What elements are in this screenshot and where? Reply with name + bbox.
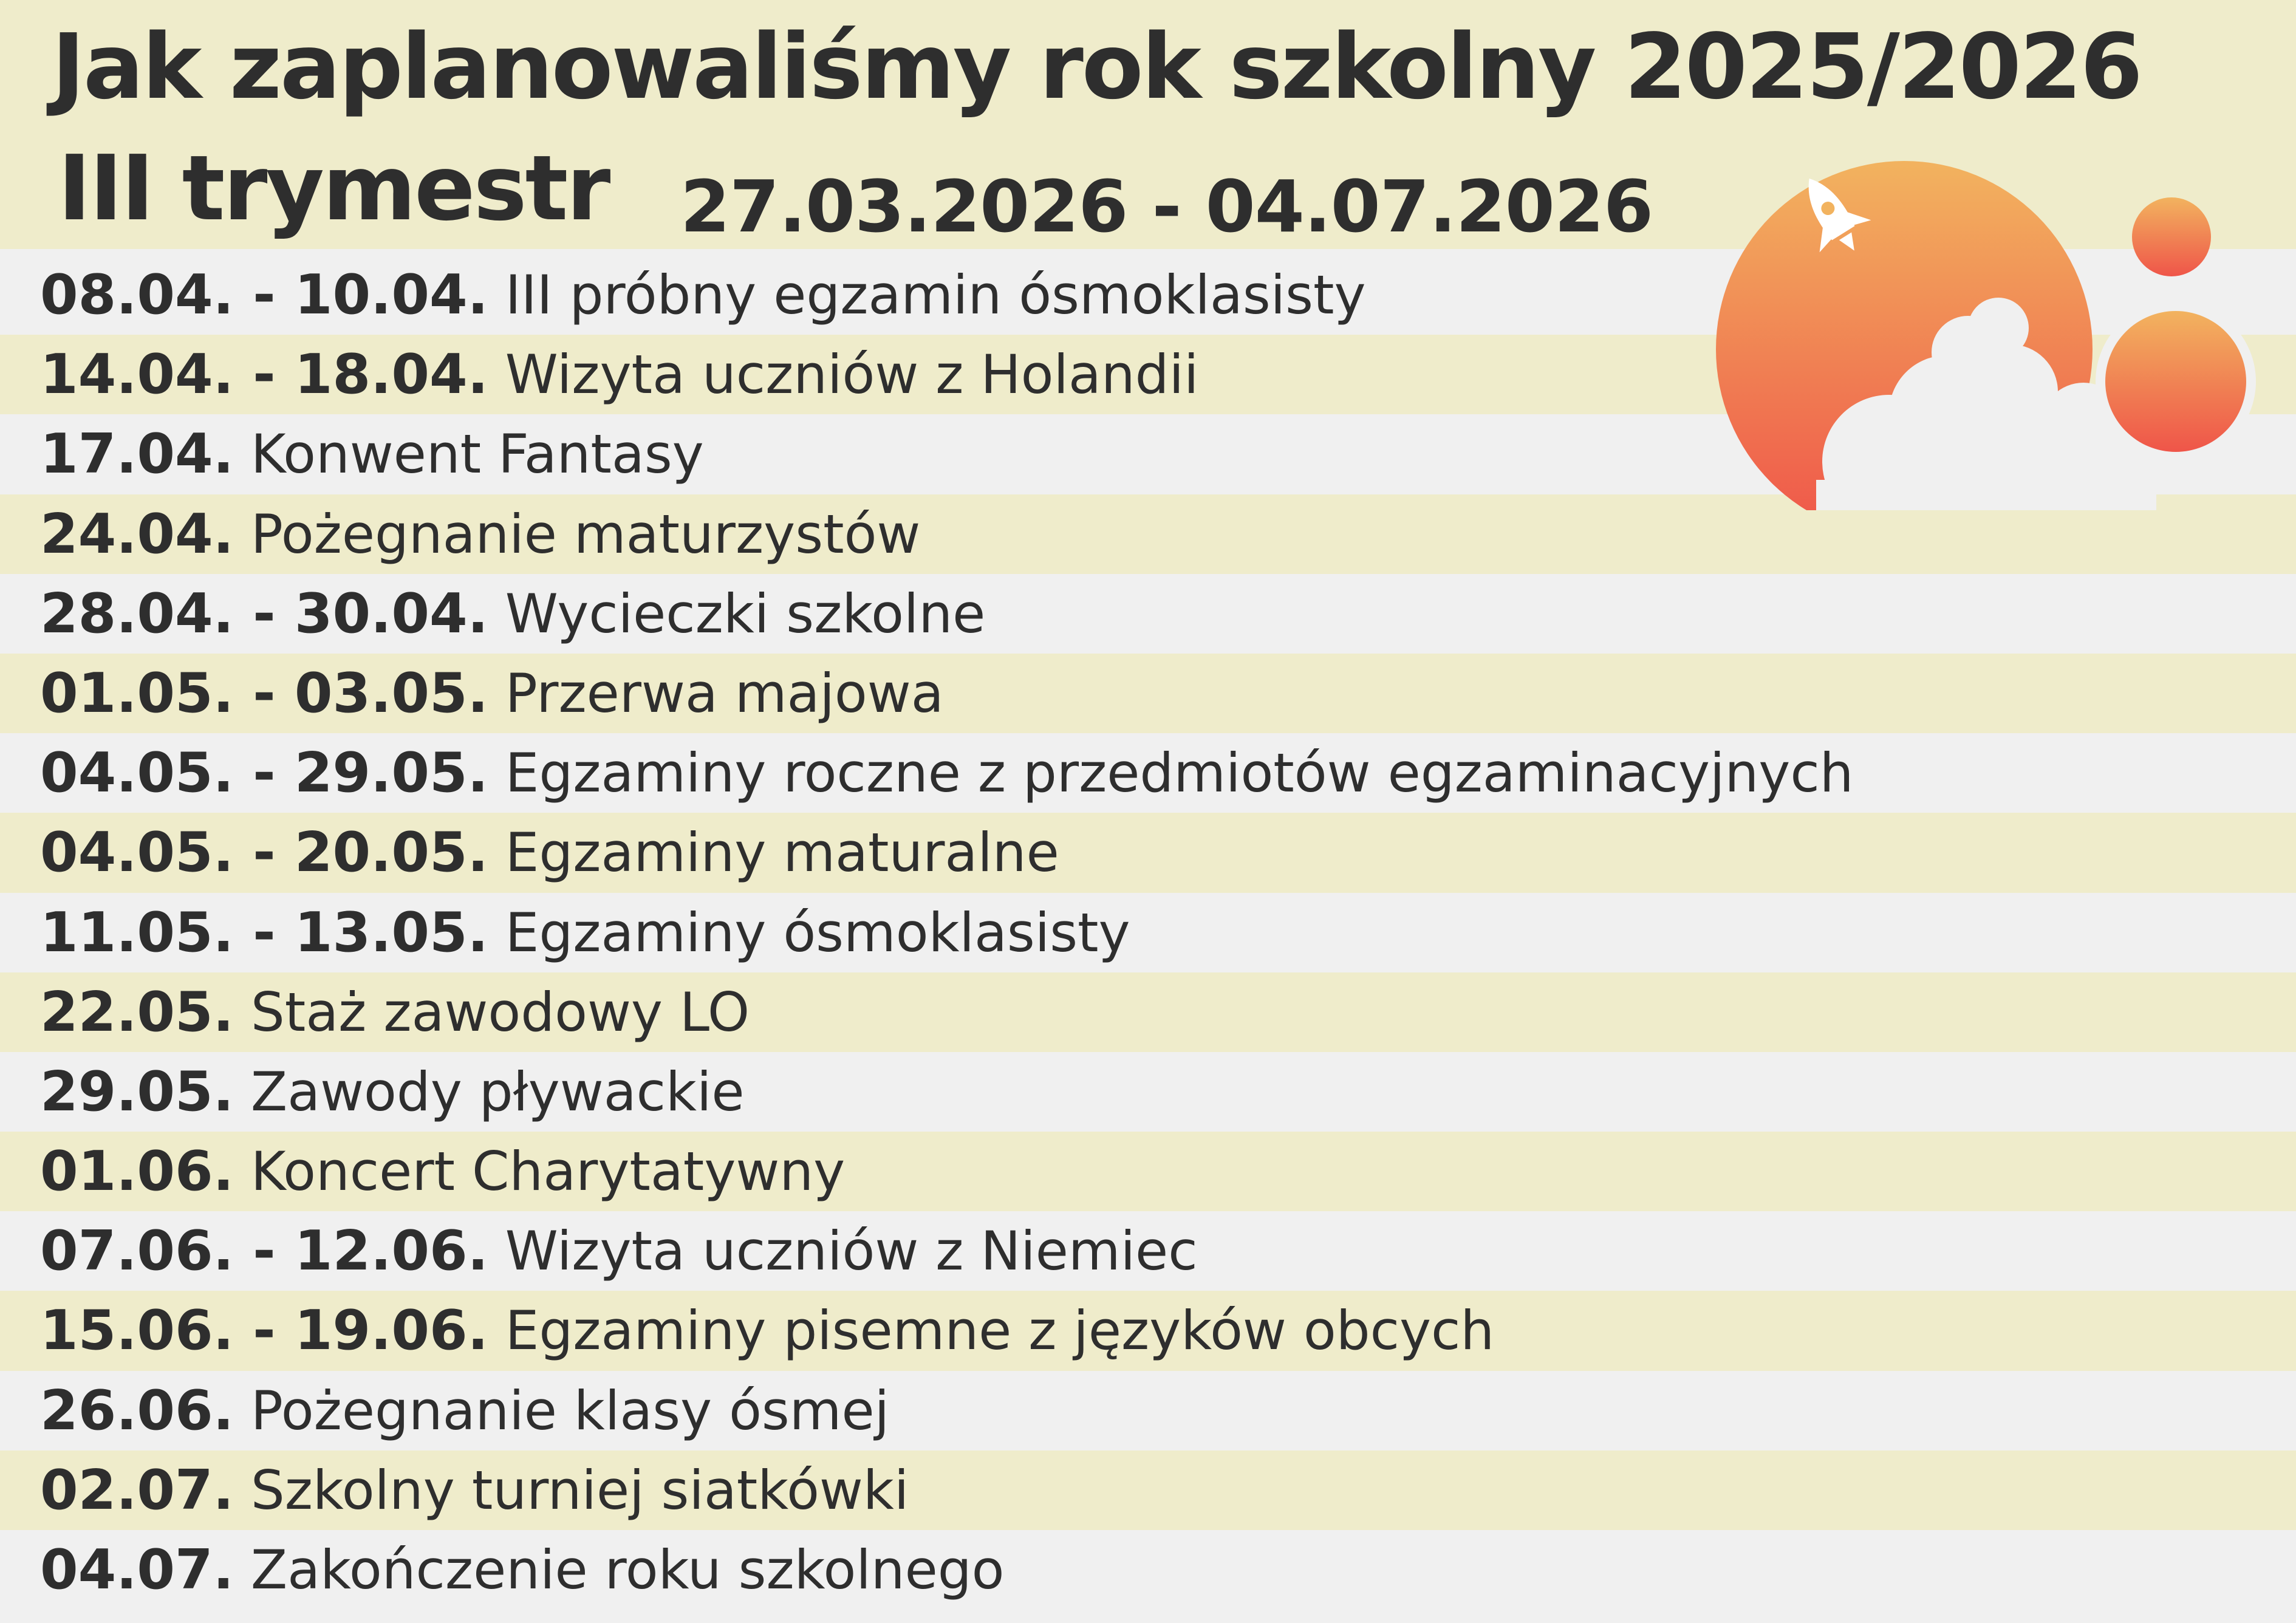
event-row (0, 972, 2296, 1052)
event-date: 22.05. (40, 980, 234, 1044)
event-date: 07.06. - 12.06. (40, 1219, 488, 1283)
event-row (0, 1530, 2296, 1610)
event-name: Egzaminy ósmoklasisty (505, 901, 1130, 964)
event-date: 11.05. - 13.05. (40, 900, 488, 965)
event-row (0, 574, 2296, 654)
event-name: Szkolny turniej siatkówki (250, 1458, 909, 1522)
event-date: 01.06. (40, 1140, 234, 1204)
event-date: 02.07. (40, 1458, 234, 1522)
event-name: Wizyta uczniów z Niemiec (505, 1220, 1198, 1283)
event-date: 14.04. - 18.04. (40, 343, 488, 407)
event-date: 28.04. - 30.04. (40, 581, 488, 646)
page-title: Jak zaplanowaliśmy rok szkolny 2025/2026 (52, 15, 2141, 119)
event-name: Wycieczki szkolne (505, 582, 986, 645)
event-date: 04.07. (40, 1538, 234, 1602)
event-row (0, 813, 2296, 892)
rocket-launch-graphic (1701, 146, 2296, 510)
event-date: 04.05. - 29.05. (40, 741, 488, 805)
event-date: 04.05. - 20.05. (40, 821, 488, 885)
medium-planet-icon (2096, 301, 2256, 462)
event-name: Egzaminy roczne z przedmiotów egzaminacyjnych (505, 742, 1854, 805)
event-row (0, 1052, 2296, 1132)
event-name: Staż zawodowy LO (250, 980, 750, 1044)
event-date: 26.06. (40, 1378, 234, 1443)
event-row (0, 893, 2296, 972)
event-row (0, 733, 2296, 813)
event-row (0, 1132, 2296, 1211)
event-name: Pożegnanie klasy ósmej (250, 1379, 890, 1442)
event-row (0, 1291, 2296, 1370)
event-name: Wizyta uczniów z Holandii (505, 343, 1199, 406)
event-date: 17.04. (40, 422, 234, 487)
event-name: III próbny egzamin ósmoklasisty (505, 264, 1366, 326)
event-name: Koncert Charytatywny (250, 1140, 846, 1203)
event-name: Przerwa majowa (505, 661, 944, 725)
event-date: 01.05. - 03.05. (40, 661, 488, 725)
event-row (0, 1450, 2296, 1530)
event-date: 24.04. (40, 502, 234, 566)
event-name: Zawody pływackie (250, 1060, 745, 1123)
event-name: Pożegnanie maturzystów (250, 502, 921, 565)
event-name: Konwent Fantasy (250, 423, 704, 486)
event-row (0, 1211, 2296, 1291)
trimester-date-range: 27.03.2026 - 04.07.2026 (680, 165, 1653, 248)
event-name: Egzaminy maturalne (505, 821, 1059, 884)
trimester-label: III trymestr (58, 136, 609, 241)
event-date: 08.04. - 10.04. (40, 263, 488, 327)
event-row (0, 654, 2296, 733)
event-name: Zakończenie roku szkolnego (250, 1539, 1005, 1601)
event-name: Egzaminy pisemne z języków obcych (505, 1299, 1495, 1362)
small-planet-icon (2132, 197, 2211, 276)
event-row (0, 1371, 2296, 1450)
event-date: 15.06. - 19.06. (40, 1299, 488, 1363)
event-date: 29.05. (40, 1059, 234, 1124)
